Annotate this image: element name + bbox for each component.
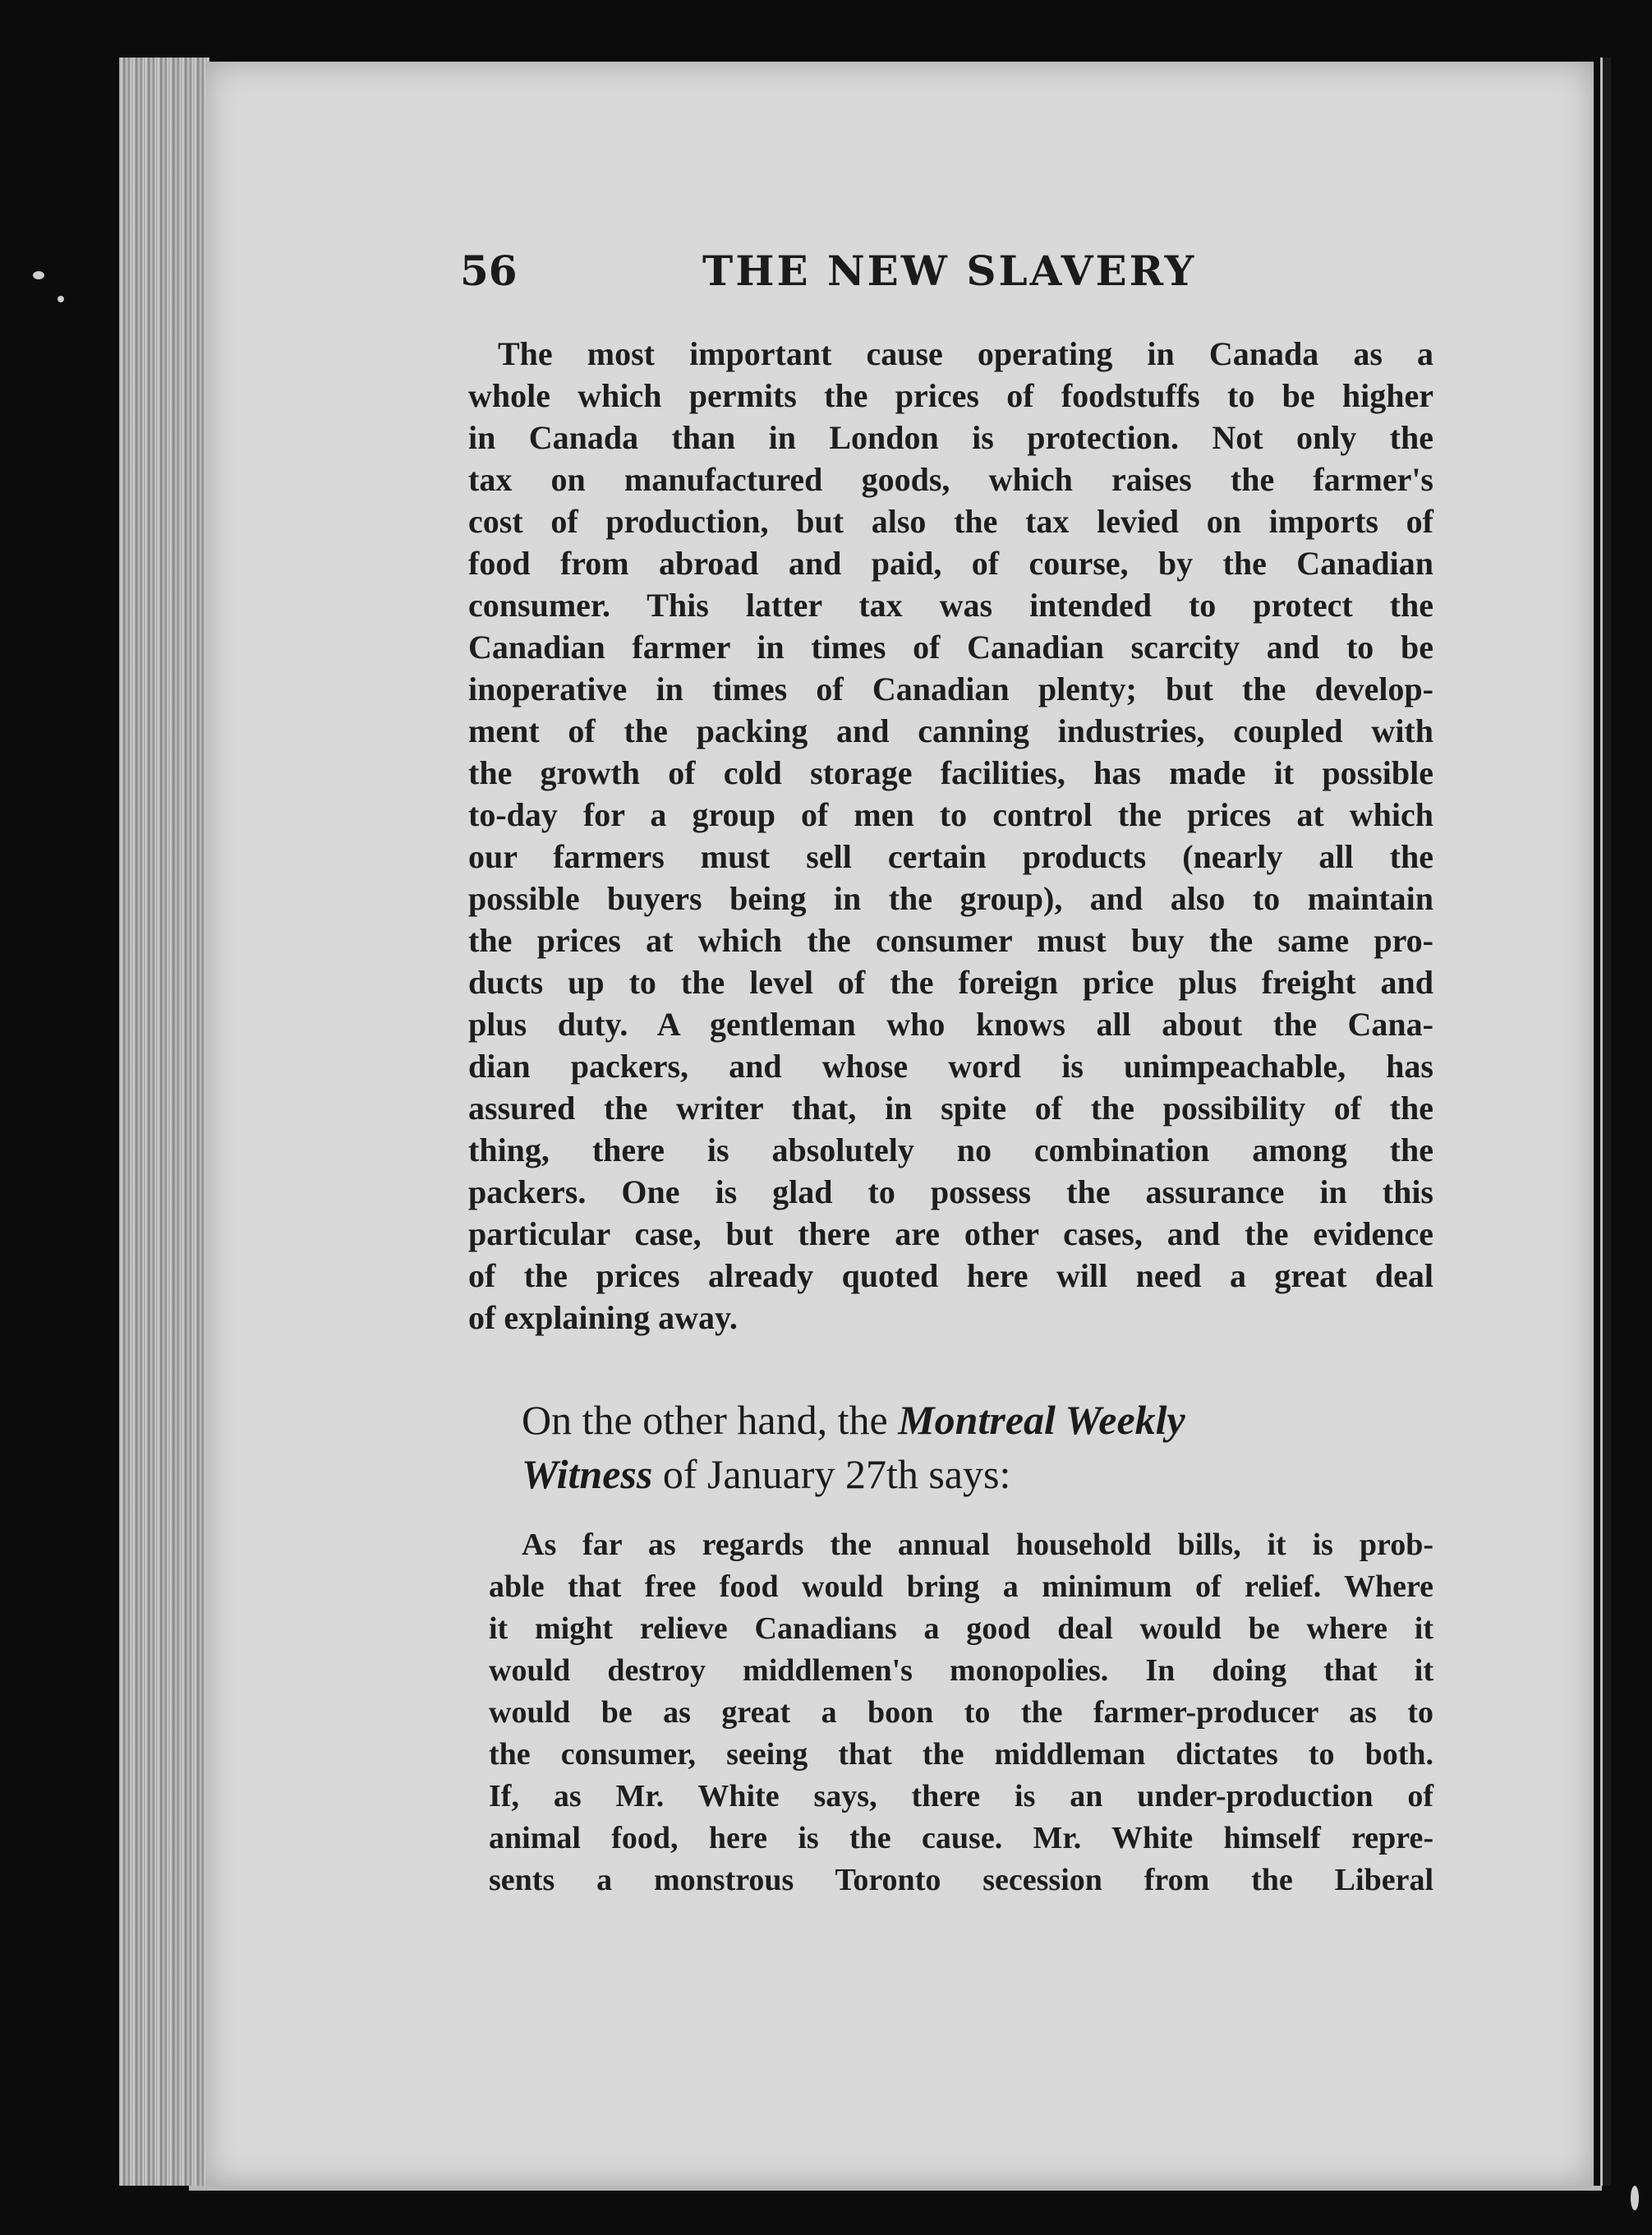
text-line: Canadian farmer in times of Canadian scarcity and to be <box>468 629 1433 666</box>
text-line: the growth of cold storage facilities, has made it possible <box>468 754 1433 791</box>
text-line: the consumer, seeing that the middleman dictates to both. <box>489 1737 1433 1772</box>
right-page-edge <box>1600 58 1611 2186</box>
text-line: would destroy middlemen's monopolies. In doing that it <box>489 1653 1433 1688</box>
page-number: 56 <box>460 247 518 295</box>
text-line: of the prices already quoted here will need a great deal <box>468 1257 1433 1294</box>
text-line: If, as Mr. White says, there is an under-production of <box>489 1779 1433 1813</box>
text-line: plus duty. A gentleman who knows all about the Cana- <box>468 1006 1433 1043</box>
text-line: ducts up to the level of the foreign price plus freight and <box>468 964 1433 1001</box>
text-line: able that free food would bring a minimum of relief. Where <box>489 1569 1433 1604</box>
text-line: the prices at which the consumer must buy the same pro- <box>468 922 1433 959</box>
text-line: tax on manufactured goods, which raises the farmer's <box>468 461 1433 498</box>
page-edges-stack <box>119 58 209 2186</box>
text-line: dian packers, and whose word is unimpeachable, has <box>468 1048 1433 1085</box>
dust-speck <box>1631 2186 1639 2210</box>
text-line: possible buyers being in the group), and also to maintain <box>468 880 1433 917</box>
text-line: ment of the packing and canning industries, coupled with <box>468 712 1433 749</box>
text-line: in Canada than in London is protection. Not only the <box>468 419 1433 456</box>
running-head <box>460 247 1446 304</box>
dust-speck <box>58 296 64 302</box>
paragraph-2-quotation <box>489 1524 1433 1901</box>
text-line: whole which permits the prices of foodstuffs to be higher <box>468 377 1433 414</box>
text-line: As far as regards the annual household bills, it is prob- <box>522 1528 1433 1562</box>
text-line: to-day for a group of men to control the prices at which <box>468 796 1433 833</box>
text-line: packers. One is glad to possess the assurance in this <box>468 1173 1433 1210</box>
text-line: thing, there is absolutely no combination among the <box>468 1131 1433 1168</box>
text-line: food from abroad and paid, of course, by the Canadian <box>468 545 1433 582</box>
text-line: assured the writer that, in spite of the possibility of the <box>468 1090 1433 1127</box>
heading-text: On the other hand, the <box>522 1397 899 1443</box>
text-line: our farmers must sell certain products (nearly all the <box>468 838 1433 875</box>
heading-italic-publication-cont: Witness <box>522 1451 653 1497</box>
bottom-page-edge <box>189 2186 1602 2191</box>
dust-speck <box>33 271 44 279</box>
text-line: The most important cause operating in Canada as a <box>498 335 1433 372</box>
paragraph-1 <box>468 333 1433 1339</box>
heading-text-cont: of January 27th says: <box>652 1451 1011 1497</box>
heading-italic-publication: Montreal Weekly <box>898 1397 1185 1443</box>
text-line: cost of production, but also the tax levied on imports of <box>468 503 1433 540</box>
text-line: consumer. This latter tax was intended to protect the <box>468 587 1433 624</box>
quote-intro-heading <box>522 1393 1442 1501</box>
text-line: animal food, here is the cause. Mr. White himself repre- <box>489 1821 1433 1855</box>
text-line: particular case, but there are other cases, and the evidence <box>468 1215 1433 1252</box>
text-line: inoperative in times of Canadian plenty; but the develop- <box>468 670 1433 707</box>
text-line: would be as great a boon to the farmer-producer as to <box>489 1695 1433 1730</box>
text-line: of explaining away. <box>468 1299 738 1336</box>
text-line: it might relieve Canadians a good deal would be where it <box>489 1611 1433 1646</box>
text-line: sents a monstrous Toronto secession from the Liberal <box>489 1863 1433 1897</box>
running-title: THE NEW SLAVERY <box>702 247 1197 295</box>
